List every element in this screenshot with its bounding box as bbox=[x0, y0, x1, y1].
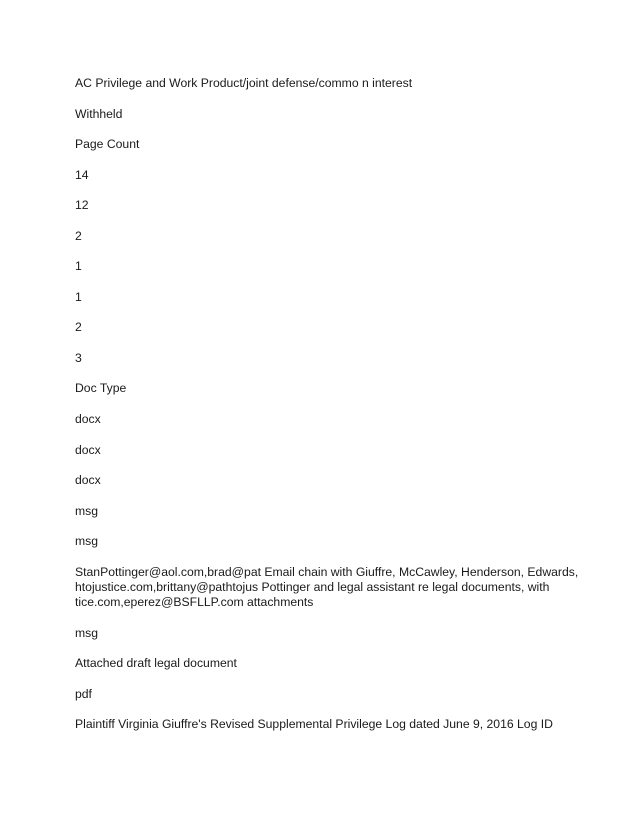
page-count-value: 1 bbox=[75, 259, 82, 273]
attachment-description: Attached draft legal document bbox=[75, 656, 237, 670]
page-count-value: 3 bbox=[75, 351, 82, 365]
page-count-label: Page Count bbox=[75, 137, 140, 151]
doc-type-label: Doc Type bbox=[75, 381, 127, 395]
page-count-value: 14 bbox=[75, 168, 89, 182]
withheld-label: Withheld bbox=[75, 107, 123, 121]
doc-type-value: docx bbox=[75, 443, 101, 457]
doc-type-value: pdf bbox=[75, 687, 92, 701]
doc-type-value: msg bbox=[75, 534, 99, 548]
page-count-value: 2 bbox=[75, 320, 82, 334]
doc-type-value: msg bbox=[75, 504, 99, 518]
page-count-value: 2 bbox=[75, 229, 82, 243]
doc-type-value: docx bbox=[75, 412, 101, 426]
email-entry-line: htojustice.com,brittany@pathtojus Pottinger and legal assistant re legal documents, with bbox=[75, 580, 550, 594]
page-count-value: 12 bbox=[75, 198, 89, 212]
log-footer: Plaintiff Virginia Giuffre's Revised Supplemental Privilege Log dated June 9, 2016 Log ID bbox=[75, 717, 553, 731]
email-entry-line: StanPottinger@aol.com,brad@pat Email chain with Giuffre, McCawley, Henderson, Edwards, bbox=[75, 565, 579, 579]
page-count-value: 1 bbox=[75, 290, 82, 304]
email-entry-line: tice.com,eperez@BSFLLP.com attachments bbox=[75, 595, 314, 609]
doc-type-value: docx bbox=[75, 473, 101, 487]
doc-type-value: msg bbox=[75, 626, 99, 640]
privilege-header: AC Privilege and Work Product/joint defense/commo n interest bbox=[75, 76, 413, 90]
